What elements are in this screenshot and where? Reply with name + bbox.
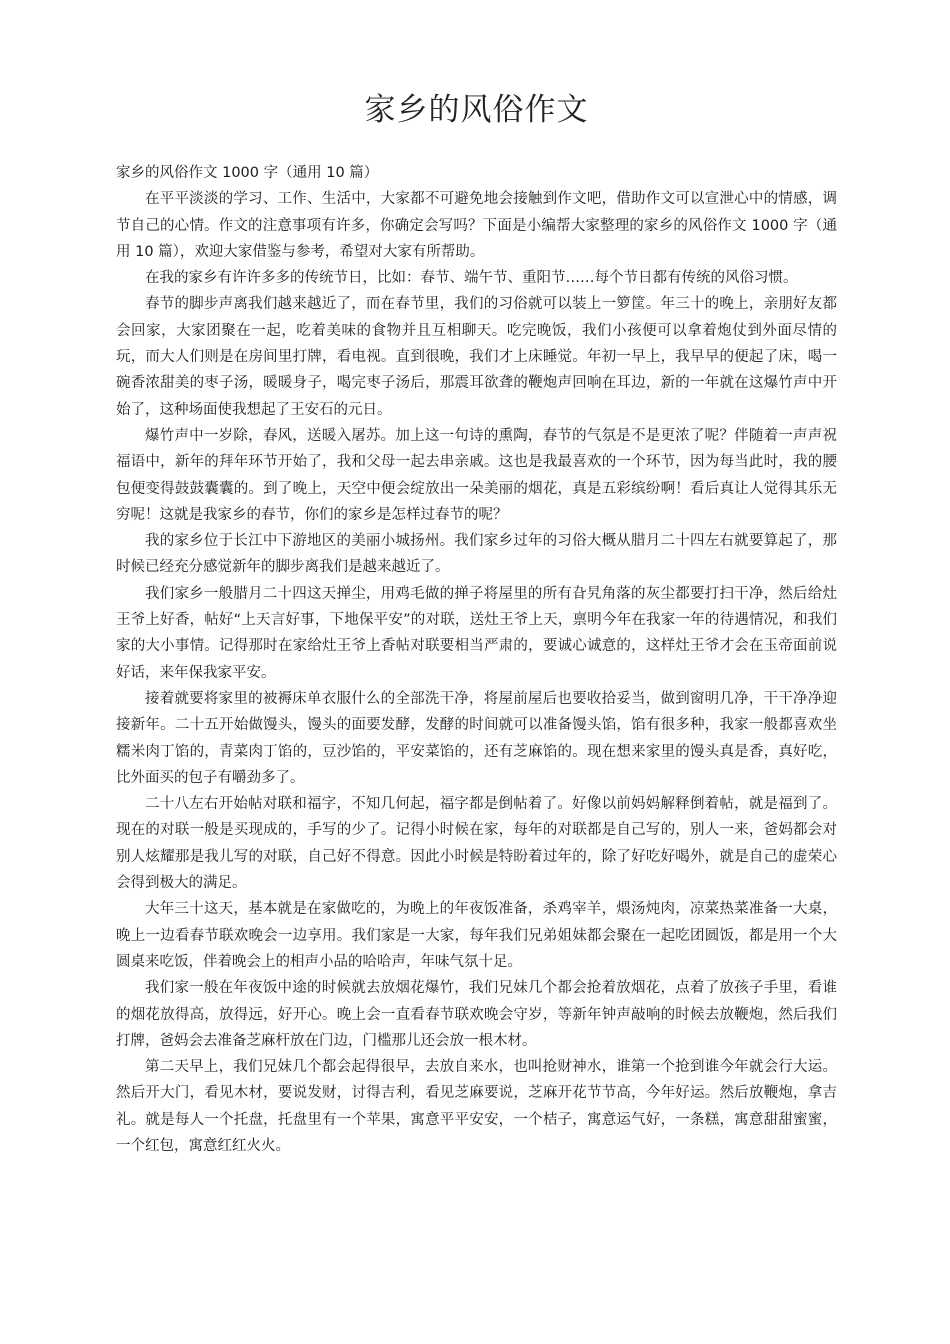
paragraph-1: 在平平淡淡的学习、工作、生活中，大家都不可避免地会接触到作文吧，借助作文可以宣泄心中的情感，调节自己的心情。作文的注意事项有许多，你确定会写吗？下面是小编帮大家整理的家乡的风俗作文 1000 字（通用 10 篇），欢迎大家借鉴与参考，希望对大家有所帮助。	[116, 191, 837, 260]
paragraph-11: 第二天早上，我们兄妹几个都会起得很早，去放自来水，也叫抢财神水，谁第一个抢到谁今年就会行大运。然后开大门，看见木材，要说发财，讨得吉利，看见芝麻要说，芝麻开花节节高，今年好运。然后放鞭炮，拿吉礼。就是每人一个托盘，托盘里有一个苹果，寓意平平安安，一个桔子，寓意运气好，一条糕，寓意甜甜蜜蜜，一个红包，寓意红红火火。	[116, 1059, 837, 1154]
paragraph-6: 我们家乡一般腊月二十四这天掸尘，用鸡毛做的掸子将屋里的所有旮旯角落的灰尘都要打扫干净，然后给灶王爷上好香，帖好“上天言好事，下地保平安”的对联，送灶王爷上天，禀明今年在我家一年的待遇情况，和我们家的大小事情。记得那时在家给灶王爷上香帖对联要相当严肃的，要诚心诚意的，这样灶王爷才会在玉帝面前说好话，来年保我家平安。	[116, 585, 837, 681]
paragraph-5: 我的家乡位于长江中下游地区的美丽小城扬州。我们家乡过年的习俗大概从腊月二十四左右就要算起了，那时候已经充分感觉新年的脚步离我们是越来越近了。	[116, 533, 837, 576]
paragraph-8: 二十八左右开始帖对联和福字，不知几何起，福字都是倒帖着了。好像以前妈妈解释倒着帖，就是福到了。现在的对联一般是买现成的，手写的少了。记得小时候在家，每年的对联都是自己写的，别人一来，爸妈都会对别人炫耀那是我儿写的对联，自己好不得意。因此小时候是特盼着过年的，除了好吃好喝外，就是自己的虚荣心会得到极大的满足。	[116, 796, 837, 892]
document-subtitle: 家乡的风俗作文 1000 字（通用 10 篇）	[116, 165, 379, 181]
paragraph-10: 我们家一般在年夜饭中途的时候就去放烟花爆竹，我们兄妹几个都会抢着放烟花，点着了放孩子手里，看谁的烟花放得高，放得远，好开心。晚上会一直看春节联欢晚会守岁，等新年钟声敲响的时候去放鞭炮，然后我们打牌，爸妈会去准备芝麻杆放在门边，门槛那儿还会放一根木材。	[116, 980, 837, 1049]
document-title: 家乡的风俗作文	[364, 92, 589, 128]
paragraph-7: 接着就要将家里的被褥床单衣服什么的全部洗干净，将屋前屋后也要收拾妥当，做到窗明几净，干干净净迎接新年。二十五开始做馒头，馒头的面要发酵，发酵的时间就可以准备馒头馅，馅有很多种，我家一般都喜欢坐糯米肉丁馅的，青菜肉丁馅的，豆沙馅的，平安菜馅的，还有芝麻馅的。现在想来家里的馒头真是香，真好吃，比外面买的包子有嚼劲多了。	[116, 690, 837, 786]
paragraph-4: 爆竹声中一岁除，春风，送暖入屠苏。加上这一句诗的熏陶，春节的气氛是不是更浓了呢？伴随着一声声祝福语中，新年的拜年环节开始了，我和父母一起去串亲戚。这也是我最喜欢的一个环节，因为每当此时，我的腰包便变得鼓鼓囊囊的。到了晚上，天空中便会绽放出一朵美丽的烟花，真是五彩缤纷啊！看后真让人觉得其乐无穷呢！这就是我家乡的春节，你们的家乡是怎样过春节的呢？	[116, 427, 837, 523]
paragraph-9: 大年三十这天，基本就是在家做吃的，为晚上的年夜饭准备，杀鸡宰羊，煨汤炖肉，凉菜热菜准备一大桌，晚上一边看春节联欢晚会一边享用。我们家是一大家，每年我们兄弟姐妹都会聚在一起吃团圆饭，都是用一个大圆桌来吃饭，伴着晚会上的相声小品的哈哈声，年味气氛十足。	[116, 901, 837, 970]
paragraph-2: 在我的家乡有许许多多的传统节日，比如：春节、端午节、重阳节……每个节日都有传统的风俗习惯。	[145, 270, 798, 287]
paragraph-3: 春节的脚步声离我们越来越近了，而在春节里，我们的习俗就可以装上一箩筐。年三十的晚上，亲朋好友都会回家，大家团聚在一起，吃着美味的食物并且互相聊天。吃完晚饭，我们小孩便可以拿着炮仗到外面尽情的玩，而大人们则是在房间里打牌，看电视。直到很晚，我们才上床睡觉。年初一早上，我早早的便起了床，喝一碗香浓甜美的枣子汤，暖暖身子，喝完枣子汤后，那震耳欲聋的鞭炮声回响在耳边，新的一年就在这爆竹声中开始了，这种场面使我想起了王安石的元日。	[116, 296, 837, 418]
